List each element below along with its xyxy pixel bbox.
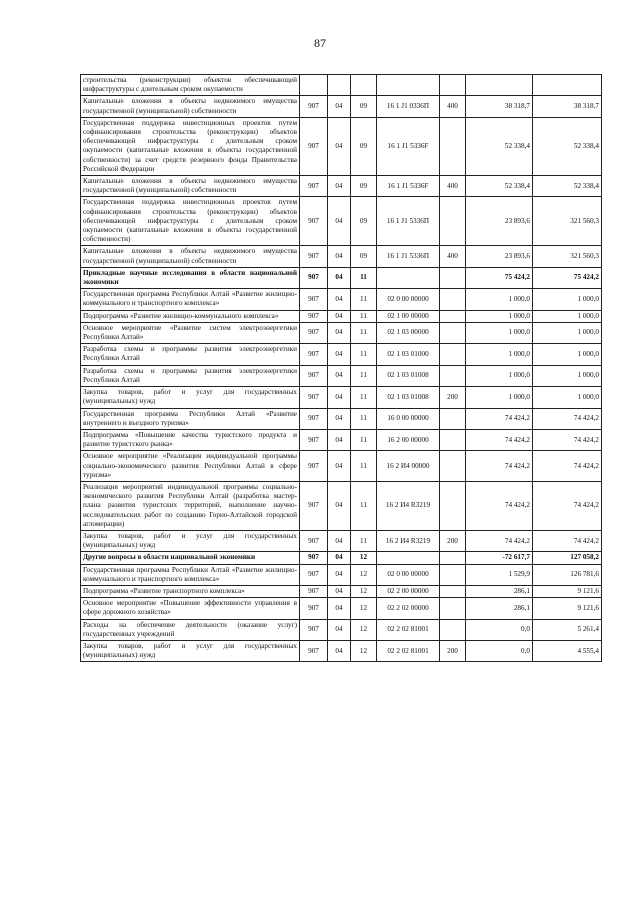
table-row: [81, 598, 602, 619]
row-name: Государственная программа Республики Алтай «Развитие жилищно-коммунального и транспортного комплекса»: [81, 564, 300, 585]
subsection-code: 11: [351, 481, 377, 530]
admin-code: 907: [300, 96, 328, 117]
amount-change: 1 000,0: [466, 310, 533, 322]
row-name: Капитальные вложения в объекты недвижимого имущества государственной (муниципальной) собственности: [81, 176, 300, 197]
admin-code: 907: [300, 564, 328, 585]
amount-total: 9 121,6: [533, 585, 602, 597]
table-row: [81, 176, 602, 197]
expense-type: [440, 322, 466, 343]
row-name: Государственная программа Республики Алтай «Развитие внутреннего и въездного туризма»: [81, 408, 300, 429]
section-code: 04: [328, 96, 351, 117]
row-name: Закупка товаров, работ и услуг для государственных (муниципальных) нужд: [81, 530, 300, 551]
amount-change: 1 000,0: [466, 322, 533, 343]
table-row: [81, 564, 602, 585]
row-name: Закупка товаров, работ и услуг для государственных (муниципальных) нужд: [81, 387, 300, 408]
section-code: 04: [328, 619, 351, 640]
section-code: 04: [328, 310, 351, 322]
table-row: [81, 197, 602, 246]
table-row: [81, 365, 602, 386]
budget-table: [80, 74, 602, 662]
amount-total: 126 781,6: [533, 564, 602, 585]
amount-change: 286,1: [466, 585, 533, 597]
section-code: 04: [328, 429, 351, 450]
expense-type: 200: [440, 387, 466, 408]
expense-type: [440, 619, 466, 640]
target-article: 16 1 J1 5336F: [377, 176, 440, 197]
admin-code: 907: [300, 387, 328, 408]
row-name: Подпрограмма «Повышение качества туристского продукта и развитие туристского рынка»: [81, 429, 300, 450]
table-row: [81, 481, 602, 530]
row-name: Основное мероприятие «Реализация индивидуальной программы социально-экономического развития Республики Алтай в сфере туризма»: [81, 451, 300, 482]
table-row: [81, 344, 602, 365]
amount-total: 127 058,2: [533, 552, 602, 564]
expense-type: [440, 197, 466, 246]
section-code: 04: [328, 451, 351, 482]
target-article: 02 2 00 00000: [377, 585, 440, 597]
row-name: Подпрограмма «Развитие транспортного комплекса»: [81, 585, 300, 597]
row-name: строительства (реконструкции) объектов обеспечивающей инфраструктуры с длительным сроком окупаемости: [81, 75, 300, 96]
table-row: [81, 408, 602, 429]
amount-change: 1 000,0: [466, 365, 533, 386]
amount-change: 1 000,0: [466, 344, 533, 365]
amount-change: 0,0: [466, 640, 533, 661]
amount-total: 75 424,2: [533, 267, 602, 288]
expense-type: [440, 585, 466, 597]
amount-change: 74 424,2: [466, 481, 533, 530]
amount-change: 74 424,2: [466, 429, 533, 450]
row-name: Капитальные вложения в объекты недвижимого имущества государственной (муниципальной) собственности: [81, 96, 300, 117]
target-article: 02 2 02 00000: [377, 598, 440, 619]
amount-total: 321 560,3: [533, 246, 602, 267]
amount-total: 1 000,0: [533, 322, 602, 343]
table-row: [81, 429, 602, 450]
expense-type: [440, 310, 466, 322]
amount-change: 74 424,2: [466, 530, 533, 551]
admin-code: 907: [300, 408, 328, 429]
expense-type: [440, 552, 466, 564]
table-row: [81, 246, 602, 267]
row-name: Государственная поддержка инвестиционных проектов путем софинансирования строительства (реконструкции) объектов обеспечивающей инфраструктуры с длительным сроком окупаемости (капитальные вложения в объекты государственной собственности) за счет средств резервного фонда Правительства Российской Федерации: [81, 117, 300, 175]
amount-change: 286,1: [466, 598, 533, 619]
amount-change: [466, 75, 533, 96]
subsection-code: 09: [351, 197, 377, 246]
subsection-code: 11: [351, 408, 377, 429]
table-row: [81, 75, 602, 96]
expense-type: [440, 429, 466, 450]
amount-total: 74 424,2: [533, 429, 602, 450]
admin-code: 907: [300, 365, 328, 386]
amount-total: 74 424,2: [533, 530, 602, 551]
amount-change: 75 424,2: [466, 267, 533, 288]
subsection-code: 12: [351, 564, 377, 585]
amount-total: 38 318,7: [533, 96, 602, 117]
amount-total: 74 424,2: [533, 481, 602, 530]
row-name: Разработка схемы и программы развития электроэнергетики Республики Алтай: [81, 344, 300, 365]
admin-code: 907: [300, 451, 328, 482]
section-code: 04: [328, 267, 351, 288]
target-article: 16 1 J1 5336F: [377, 117, 440, 175]
expense-type: 400: [440, 96, 466, 117]
subsection-code: 09: [351, 246, 377, 267]
expense-type: [440, 267, 466, 288]
admin-code: 907: [300, 267, 328, 288]
table-row: [81, 289, 602, 310]
section-code: 04: [328, 365, 351, 386]
subsection-code: 12: [351, 585, 377, 597]
admin-code: 907: [300, 619, 328, 640]
section-code: 04: [328, 289, 351, 310]
amount-change: 74 424,2: [466, 451, 533, 482]
amount-total: 52 338,4: [533, 117, 602, 175]
expense-type: [440, 481, 466, 530]
target-article: [377, 267, 440, 288]
target-article: 02 1 03 01000: [377, 344, 440, 365]
subsection-code: [351, 75, 377, 96]
row-name: Подпрограмма «Развитие жилищно-коммунального комплекса»: [81, 310, 300, 322]
subsection-code: 09: [351, 96, 377, 117]
amount-total: 1 000,0: [533, 344, 602, 365]
expense-type: [440, 75, 466, 96]
target-article: [377, 75, 440, 96]
row-name: Реализация мероприятий индивидуальной программы социально-экономического развития Республики Алтай (разработка мастер-плана развития туристских территорий, выполнение научно-исследовательских работ по созданию Горно-Алтайской городской агломерации): [81, 481, 300, 530]
admin-code: 907: [300, 117, 328, 175]
admin-code: 907: [300, 552, 328, 564]
row-name: Основное мероприятие «Повышение эффективности управления в сфере дорожного хозяйства»: [81, 598, 300, 619]
subsection-code: 11: [351, 344, 377, 365]
admin-code: 907: [300, 585, 328, 597]
target-article: 16 2 И4 R3219: [377, 481, 440, 530]
section-code: 04: [328, 598, 351, 619]
amount-total: 1 000,0: [533, 310, 602, 322]
section-code: 04: [328, 530, 351, 551]
expense-type: 400: [440, 176, 466, 197]
row-name: Основное мероприятие «Развитие систем электроэнергетики Республики Алтай»: [81, 322, 300, 343]
target-article: 02 0 00 00000: [377, 289, 440, 310]
section-code: 04: [328, 640, 351, 661]
table-row: [81, 117, 602, 175]
amount-total: 52 338,4: [533, 176, 602, 197]
table-row: [81, 96, 602, 117]
admin-code: 907: [300, 197, 328, 246]
table-row: [81, 267, 602, 288]
table-row: [81, 640, 602, 661]
expense-type: [440, 117, 466, 175]
target-article: 02 1 00 00000: [377, 310, 440, 322]
admin-code: 907: [300, 481, 328, 530]
admin-code: 907: [300, 176, 328, 197]
page-number: 87: [314, 36, 326, 50]
subsection-code: 11: [351, 451, 377, 482]
subsection-code: 12: [351, 598, 377, 619]
section-code: 04: [328, 552, 351, 564]
amount-change: 23 893,6: [466, 246, 533, 267]
subsection-code: 12: [351, 552, 377, 564]
target-article: 16 2 00 00000: [377, 429, 440, 450]
admin-code: 907: [300, 429, 328, 450]
amount-total: [533, 75, 602, 96]
section-code: 04: [328, 408, 351, 429]
target-article: 16 1 J1 5336П: [377, 197, 440, 246]
amount-total: 74 424,2: [533, 451, 602, 482]
expense-type: 200: [440, 640, 466, 661]
section-code: 04: [328, 322, 351, 343]
target-article: 16 2 И4 R3219: [377, 530, 440, 551]
section-code: 04: [328, 585, 351, 597]
subsection-code: 11: [351, 289, 377, 310]
subsection-code: 11: [351, 322, 377, 343]
section-code: 04: [328, 564, 351, 585]
row-name: Капитальные вложения в объекты недвижимого имущества государственной (муниципальной) собственности: [81, 246, 300, 267]
target-article: [377, 552, 440, 564]
amount-change: 1 529,9: [466, 564, 533, 585]
section-code: 04: [328, 176, 351, 197]
subsection-code: 11: [351, 267, 377, 288]
subsection-code: 11: [351, 530, 377, 551]
section-code: 04: [328, 246, 351, 267]
amount-total: 321 560,3: [533, 197, 602, 246]
amount-change: -72 617,7: [466, 552, 533, 564]
target-article: 16 2 И4 00000: [377, 451, 440, 482]
amount-total: 1 000,0: [533, 289, 602, 310]
subsection-code: 11: [351, 387, 377, 408]
amount-change: 1 000,0: [466, 289, 533, 310]
admin-code: 907: [300, 640, 328, 661]
amount-total: 1 000,0: [533, 387, 602, 408]
target-article: 02 2 02 81001: [377, 640, 440, 661]
row-name: Государственная программа Республики Алтай «Развитие жилищно-коммунального и транспортного комплекса»: [81, 289, 300, 310]
table-row: [81, 619, 602, 640]
amount-change: 38 318,7: [466, 96, 533, 117]
admin-code: 907: [300, 289, 328, 310]
table-row: [81, 451, 602, 482]
admin-code: 907: [300, 310, 328, 322]
amount-change: 0,0: [466, 619, 533, 640]
amount-change: 23 893,6: [466, 197, 533, 246]
expense-type: [440, 289, 466, 310]
section-code: 04: [328, 481, 351, 530]
table-row: [81, 585, 602, 597]
amount-change: 74 424,2: [466, 408, 533, 429]
section-code: 04: [328, 344, 351, 365]
table-body: [81, 75, 602, 662]
target-article: 02 1 03 00000: [377, 322, 440, 343]
amount-change: 52 338,4: [466, 117, 533, 175]
row-name: Разработка схемы и программы развития электроэнергетики Республики Алтай: [81, 365, 300, 386]
amount-change: 1 000,0: [466, 387, 533, 408]
section-code: 04: [328, 117, 351, 175]
subsection-code: 11: [351, 365, 377, 386]
target-article: 02 1 03 01008: [377, 365, 440, 386]
expense-type: [440, 344, 466, 365]
table-row: [81, 387, 602, 408]
section-code: 04: [328, 197, 351, 246]
subsection-code: 12: [351, 619, 377, 640]
admin-code: 907: [300, 344, 328, 365]
target-article: 02 0 00 00000: [377, 564, 440, 585]
table-row: [81, 530, 602, 551]
expense-type: [440, 564, 466, 585]
admin-code: 907: [300, 530, 328, 551]
expense-type: 400: [440, 246, 466, 267]
admin-code: 907: [300, 322, 328, 343]
expense-type: [440, 365, 466, 386]
table-row: [81, 552, 602, 564]
subsection-code: 09: [351, 176, 377, 197]
table-row: [81, 310, 602, 322]
row-name: Государственная поддержка инвестиционных проектов путем софинансирования строительства (реконструкции) объектов обеспечивающей инфраструктуры с длительным сроком окупаемости (капитальные вложения в объекты государственной собственности): [81, 197, 300, 246]
target-article: 02 2 02 81001: [377, 619, 440, 640]
expense-type: [440, 451, 466, 482]
subsection-code: 11: [351, 310, 377, 322]
subsection-code: 09: [351, 117, 377, 175]
row-name: Прикладные научные исследования в области национальной экономики: [81, 267, 300, 288]
row-name: Другие вопросы в области национальной экономики: [81, 552, 300, 564]
target-article: 16 1 J1 0336П: [377, 96, 440, 117]
amount-total: 74 424,2: [533, 408, 602, 429]
amount-total: 4 555,4: [533, 640, 602, 661]
row-name: Расходы на обеспечение деятельности (оказание услуг) государственных учреждений: [81, 619, 300, 640]
amount-total: 1 000,0: [533, 365, 602, 386]
amount-total: 9 121,6: [533, 598, 602, 619]
subsection-code: 12: [351, 640, 377, 661]
target-article: 16 1 J1 5336П: [377, 246, 440, 267]
admin-code: [300, 75, 328, 96]
section-code: [328, 75, 351, 96]
expense-type: 200: [440, 530, 466, 551]
expense-type: [440, 598, 466, 619]
amount-change: 52 338,4: [466, 176, 533, 197]
amount-total: 5 261,4: [533, 619, 602, 640]
target-article: 16 0 00 00000: [377, 408, 440, 429]
target-article: 02 1 03 01008: [377, 387, 440, 408]
admin-code: 907: [300, 246, 328, 267]
expense-type: [440, 408, 466, 429]
admin-code: 907: [300, 598, 328, 619]
table-row: [81, 322, 602, 343]
section-code: 04: [328, 387, 351, 408]
subsection-code: 11: [351, 429, 377, 450]
row-name: Закупка товаров, работ и услуг для государственных (муниципальных) нужд: [81, 640, 300, 661]
